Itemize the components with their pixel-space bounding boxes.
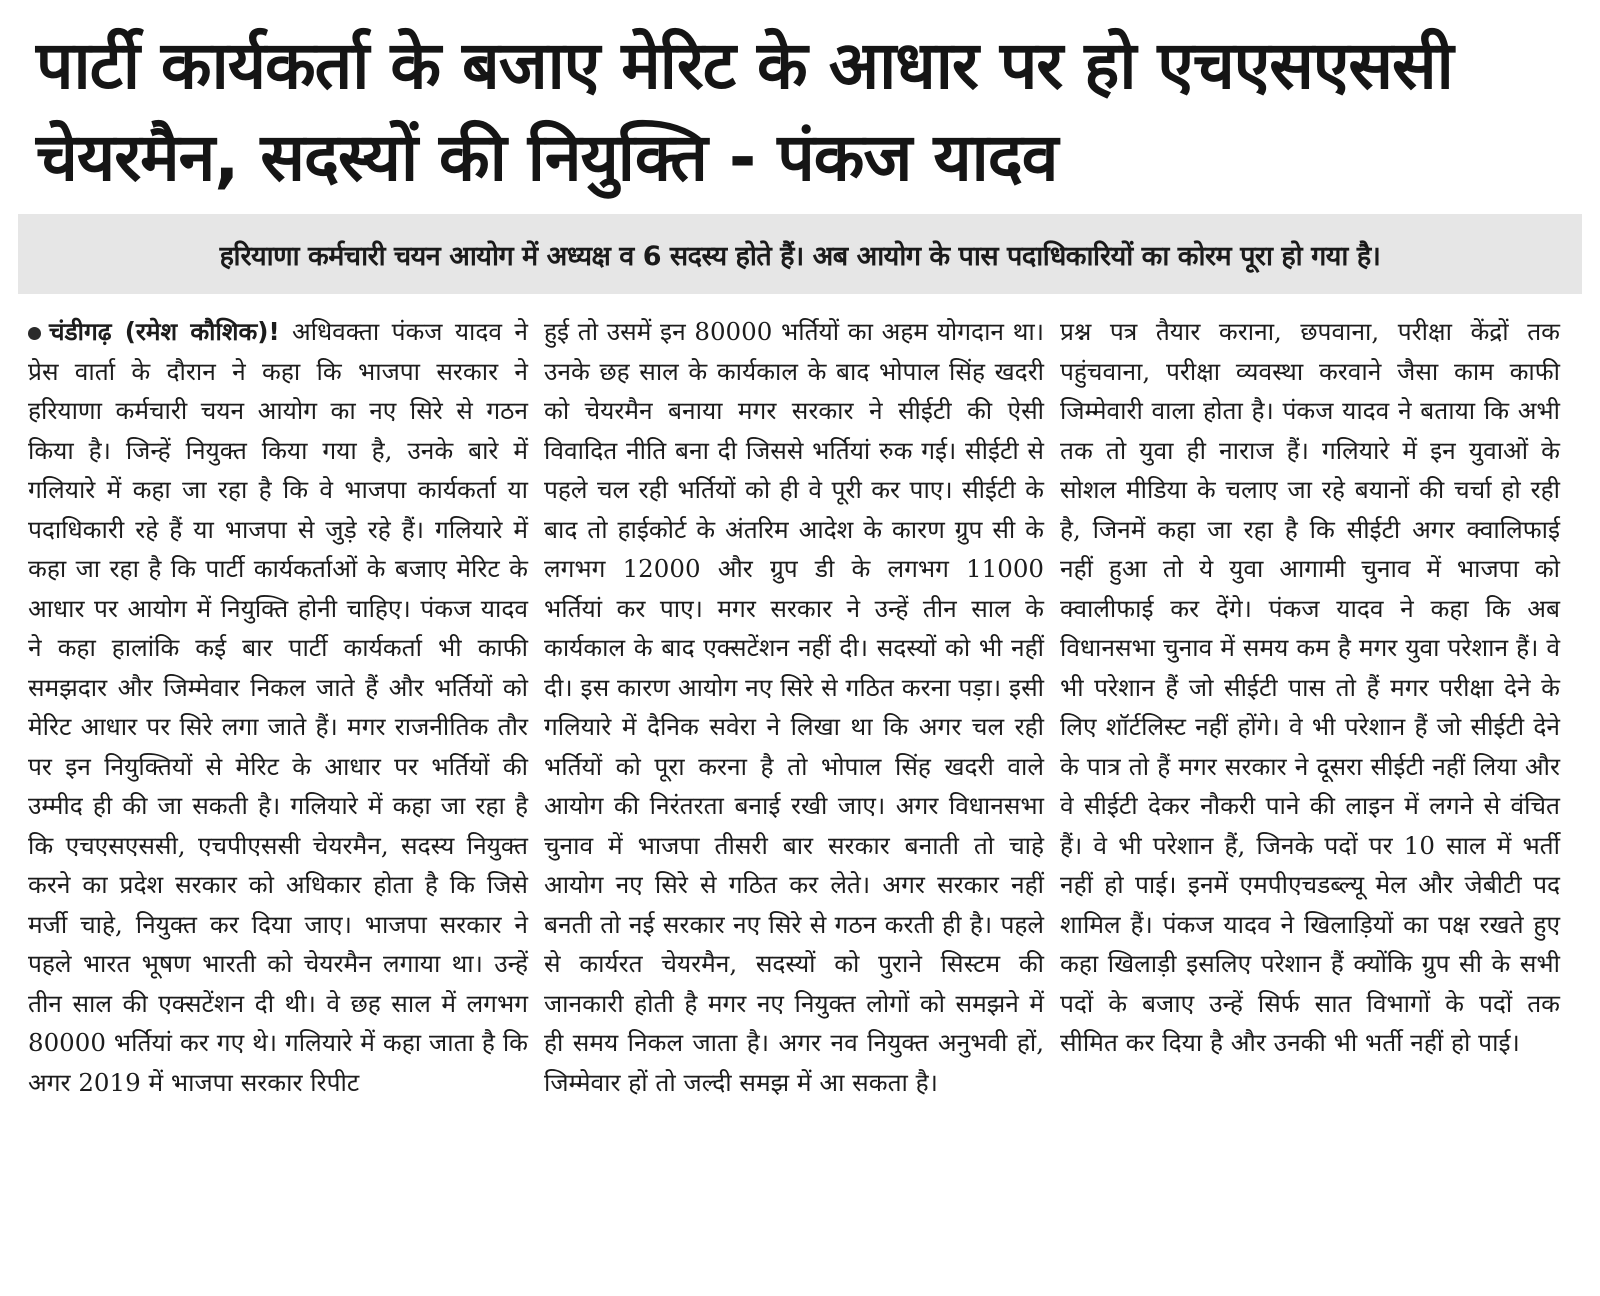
dateline: चंडीगढ़ (रमेश कौशिक)! bbox=[49, 317, 280, 346]
headline: पार्टी कार्यकर्ता के बजाए मेरिट के आधार पर हो एचएसएससी चेयरमैन, सदस्यों की नियुक्ति - पंकज यादव bbox=[36, 27, 1453, 196]
column-text: प्रश्न पत्र तैयार कराना, छपवाना, परीक्षा केंद्रों तक पहुंचवाना, परीक्षा व्यवस्था करवाने जैसा काम काफी जिम्मेवारी वाला होता है। पंकज यादव ने बताया कि अभी तक तो युवा ही नाराज हैं। गलियारे में इन युवाओं के सोशल मीडिया के चलाए जा रहे बयानों की चर्चा हो रही है, जिनमें कहा जा रहा है कि सीईटी अगर क्वालिफाई नहीं हुआ तो ये युवा आगामी चुनाव में भाजपा को क्वालीफाई कर देंगे। पंकज यादव ने कहा कि अब विधानसभा चुनाव में समय कम है मगर युवा परेशान हैं। वे भी परेशान हैं जो सीईटी पास तो हैं मगर परीक्षा देने के लिए शॉर्टलिस्ट नहीं होंगे। वे भी परेशान हैं जो सीईटी देने के पात्र तो हैं मगर सरकार ने दूसरा सीईटी नहीं लिया और वे सीईटी देकर नौकरी पाने की लाइन में लगने से वंचित हैं। वे भी परेशान हैं, जिनके पदों पर 10 साल में भर्ती नहीं हो पाई। इनमें एमपीएचडब्ल्यू मेल और जेबीटी पद शामिल हैं। पंकज यादव ने खिलाड़ियों का पक्ष रखते हुए कहा खिलाड़ी इसलिए परेशान हैं क्योंकि ग्रुप सी के सभी पदों के बजाए उन्हें सिर्फ सात विभागों के पदों तक सीमित कर दिया है और उनकी भी भर्ती नहीं हो पाई। bbox=[1060, 317, 1560, 1057]
column-text: अधिवक्ता पंकज यादव ने प्रेस वार्ता के दौरान ने कहा कि भाजपा सरकार ने हरियाणा कर्मचारी चयन आयोग का नए सिरे से गठन किया है। जिन्हें नियुक्त किया गया है, उनके बारे में गलियारे में कहा जा रहा है कि वे भाजपा कार्यकर्ता या पदाधिकारी रहे हैं या भाजपा से जुड़े रहे हैं। गलियारे में कहा जा रहा है कि पार्टी कार्यकर्ताओं के बजाए मेरिट के आधार पर आयोग में नियुक्ति होनी चाहिए। पंकज यादव ने कहा हालांकि कई बार पार्टी कार्यकर्ता भी काफी समझदार और जिम्मेवार निकल जाते हैं और भर्तियों को मेरिट आधार पर सिरे लगा जाते हैं। मगर राजनीतिक तौर पर इन नियुक्तियों से मेरिट के आधार पर भर्तियों की उम्मीद ही की जा सकती है। गलियारे में कहा जा रहा है कि एचएसएससी, एचपीएससी चेयरमैन, सदस्य नियुक्त करने का प्रदेश सरकार को अधिकार होता है कि जिसे मर्जी चाहे, नियुक्त कर दिया जाए। भाजपा सरकार ने पहले भारत भूषण भारती को चेयरमैन लगाया था। उन्हें तीन साल की एक्सटेंशन दी थी। वे छह साल में लगभग 80000 भर्तियां कर गए थे। गलियारे में कहा जाता है कि अगर 2019 में भाजपा सरकार रिपीट bbox=[28, 317, 528, 1097]
article-paragraph-1 bbox=[28, 312, 528, 1102]
column-text: हुई तो उसमें इन 80000 भर्तियों का अहम योगदान था। उनके छह साल के कार्यकाल के बाद भोपाल सिंह खदरी को चेयरमैन बनाया मगर सरकार ने सीईटी की ऐसी विवादित नीति बना दी जिससे भर्तियां रुक गई। सीईटी से पहले चल रही भर्तियों को ही वे पूरी कर पाए। सीईटी के बाद तो हाईकोर्ट के अंतरिम आदेश के कारण ग्रुप सी के लगभग 12000 और ग्रुप डी के लगभग 11000 भर्तियां कर पाए। मगर सरकार ने उन्हें तीन साल के कार्यकाल के बाद एक्सटेंशन नहीं दी। सदस्यों को भी नहीं दी। इस कारण आयोग नए सिरे से गठित करना पड़ा। इसी गलियारे में दैनिक सवेरा ने लिखा था कि अगर चल रही भर्तियों को पूरा करना है तो भोपाल सिंह खदरी वाले आयोग की निरंतरता बनाई रखी जाए। अगर विधानसभा चुनाव में भाजपा तीसरी बार सरकार बनाती तो चाहे आयोग नए सिरे से गठित कर लेते। अगर सरकार नहीं बनती तो नई सरकार नए सिरे से गठन करती ही है। पहले से कार्यरत चेयरमैन, सदस्यों को पुराने सिस्टम की जानकारी होती है मगर नए नियुक्त लोगों को समझने में ही समय निकल जाता है। अगर नव नियुक्त अनुभवी हों, जिम्मेवार हों तो जल्दी समझ में आ सकता है। bbox=[544, 317, 1044, 1097]
deck-box bbox=[18, 214, 1582, 294]
article-column-1 bbox=[28, 312, 528, 1102]
article-column-3 bbox=[1060, 312, 1560, 1063]
bullet-icon bbox=[28, 327, 41, 340]
deck-subheading: हरियाणा कर्मचारी चयन आयोग में अध्यक्ष व 6 सदस्य होते हैं। अब आयोग के पास पदाधिकारियों का कोरम पूरा हो गया है। bbox=[219, 240, 1381, 272]
article-column-2 bbox=[544, 312, 1044, 1102]
